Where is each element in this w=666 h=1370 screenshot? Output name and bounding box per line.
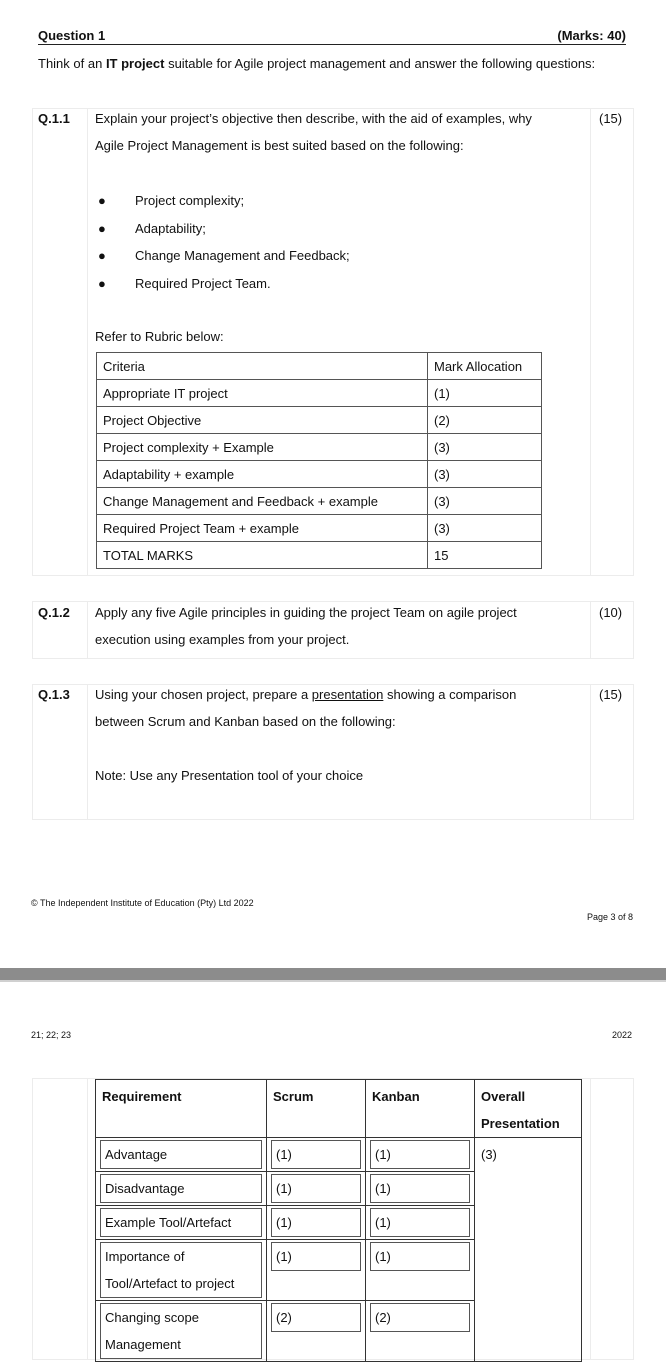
bullet-icon: ● <box>98 193 106 208</box>
header-scrum: Scrum <box>267 1080 366 1138</box>
requirement-cell <box>96 1301 267 1362</box>
rubric-intro: Refer to Rubric below: <box>95 329 224 344</box>
scrum-mark: (1) <box>271 1242 361 1271</box>
requirement-cell <box>96 1240 267 1301</box>
kanban-cell <box>366 1206 475 1240</box>
q11-bullet-1: Project complexity; <box>135 193 245 208</box>
q11-marks: (15) <box>599 111 623 126</box>
q13-number: Q.1.3 <box>38 687 70 702</box>
kanban-mark: (1) <box>370 1208 470 1237</box>
rubric-mark: (3) <box>428 488 542 515</box>
kanban-cell <box>366 1172 475 1206</box>
page2-header-right: 2022 <box>611 1030 632 1040</box>
rubric-row <box>97 434 542 461</box>
overall-presentation-mark: (3) <box>475 1138 582 1362</box>
requirement-label: Disadvantage <box>100 1174 262 1203</box>
comparison-table <box>95 1079 582 1362</box>
q13-text-start: Using your chosen project, prepare a <box>95 687 312 702</box>
rubric-mark: (1) <box>428 380 542 407</box>
scrum-cell <box>267 1206 366 1240</box>
rubric-total-label: TOTAL MARKS <box>97 542 428 569</box>
q12-marks: (10) <box>599 605 623 620</box>
q12-text-line1: Apply any five Agile principles in guiding the project Team on agile project <box>95 605 517 620</box>
rubric-header-criteria: Criteria <box>97 353 428 380</box>
intro-text-start: Think of an <box>38 56 106 71</box>
q13-marks: (15) <box>599 687 623 702</box>
footer-copyright: © The Independent Institute of Education (Pty) Ltd 2022 <box>31 898 254 908</box>
rubric-mark: (2) <box>428 407 542 434</box>
requirement-cell <box>96 1172 267 1206</box>
q11-bullet-2: Adaptability; <box>135 221 206 236</box>
rubric-row <box>97 515 542 542</box>
q12-text-line2: execution using examples from your project. <box>95 632 350 647</box>
rubric-mark: (3) <box>428 461 542 488</box>
q12-number: Q.1.2 <box>38 605 70 620</box>
scrum-mark: (1) <box>271 1208 361 1237</box>
rubric-mark: (3) <box>428 515 542 542</box>
page-separator <box>0 968 666 982</box>
q13-marks-cell <box>590 684 634 820</box>
q11-bullet-3: Change Management and Feedback; <box>135 248 350 263</box>
q11-text-line1: Explain your project’s objective then describe, with the aid of examples, why <box>95 111 532 126</box>
scrum-cell <box>267 1301 366 1362</box>
header-requirement: Requirement <box>96 1080 267 1138</box>
q13-presentation-underlined: presentation <box>311 687 384 702</box>
q13-continued-left-cell <box>32 1078 88 1360</box>
header-kanban: Kanban <box>366 1080 475 1138</box>
rubric-criteria: Project Objective <box>97 407 428 434</box>
requirement-label: Changing scope Management <box>100 1303 262 1359</box>
scrum-cell <box>267 1172 366 1206</box>
scrum-cell <box>267 1240 366 1301</box>
comparison-row <box>96 1138 582 1172</box>
rubric-table <box>96 352 542 569</box>
requirement-label: Importance of Tool/Artefact to project <box>100 1242 262 1298</box>
kanban-cell <box>366 1301 475 1362</box>
q11-marks-cell <box>590 108 634 576</box>
rubric-criteria: Adaptability + example <box>97 461 428 488</box>
q11-number-cell <box>32 108 88 576</box>
rubric-total-value: 15 <box>428 542 542 569</box>
header-overall-presentation: Overall Presentation <box>475 1080 582 1138</box>
question-intro <box>38 50 638 77</box>
scrum-cell <box>267 1138 366 1172</box>
rubric-criteria: Project complexity + Example <box>97 434 428 461</box>
question-title: Question 1 <box>38 28 106 43</box>
scrum-mark: (2) <box>271 1303 361 1332</box>
rubric-row <box>97 461 542 488</box>
q13-text-end: showing a comparison <box>383 687 517 702</box>
rubric-criteria: Appropriate IT project <box>97 380 428 407</box>
rubric-row <box>97 407 542 434</box>
intro-text-end: suitable for Agile project management and answer the following questions: <box>164 56 596 71</box>
rubric-header-row <box>97 353 542 380</box>
question-marks: (Marks: 40) <box>557 28 626 43</box>
requirement-cell <box>96 1138 267 1172</box>
requirement-label: Advantage <box>100 1140 262 1169</box>
kanban-mark: (1) <box>370 1140 470 1169</box>
page-2 <box>0 982 666 1370</box>
intro-text-bold: IT project <box>105 56 165 71</box>
scrum-mark: (1) <box>271 1140 361 1169</box>
bullet-icon: ● <box>98 276 106 291</box>
kanban-cell <box>366 1138 475 1172</box>
kanban-mark: (1) <box>370 1242 470 1271</box>
scrum-mark: (1) <box>271 1174 361 1203</box>
q13-note: Note: Use any Presentation tool of your choice <box>95 768 364 783</box>
requirement-label: Example Tool/Artefact <box>100 1208 262 1237</box>
comparison-header-row <box>96 1080 582 1138</box>
q13-continued-right-cell <box>590 1078 634 1360</box>
kanban-cell <box>366 1240 475 1301</box>
page-number: Page 3 of 8 <box>586 912 633 922</box>
page2-header-left: 21; 22; 23 <box>31 1030 72 1040</box>
requirement-cell <box>96 1206 267 1240</box>
q11-bullet-4: Required Project Team. <box>135 276 271 291</box>
rubric-row <box>97 488 542 515</box>
rubric-mark: (3) <box>428 434 542 461</box>
kanban-mark: (1) <box>370 1174 470 1203</box>
question-heading <box>38 28 626 45</box>
rubric-criteria: Required Project Team + example <box>97 515 428 542</box>
bullet-icon: ● <box>98 221 106 236</box>
q13-text-line2: between Scrum and Kanban based on the following: <box>95 714 396 729</box>
q11-number: Q.1.1 <box>38 111 70 126</box>
q13-number-cell <box>32 684 88 820</box>
rubric-criteria: Change Management and Feedback + example <box>97 488 428 515</box>
rubric-row <box>97 380 542 407</box>
rubric-header-marks: Mark Allocation <box>428 353 542 380</box>
q13-text-line1 <box>95 681 516 708</box>
q11-text-line2: Agile Project Management is best suited based on the following: <box>95 138 464 153</box>
bullet-icon: ● <box>98 248 106 263</box>
rubric-total-row <box>97 542 542 569</box>
kanban-mark: (2) <box>370 1303 470 1332</box>
